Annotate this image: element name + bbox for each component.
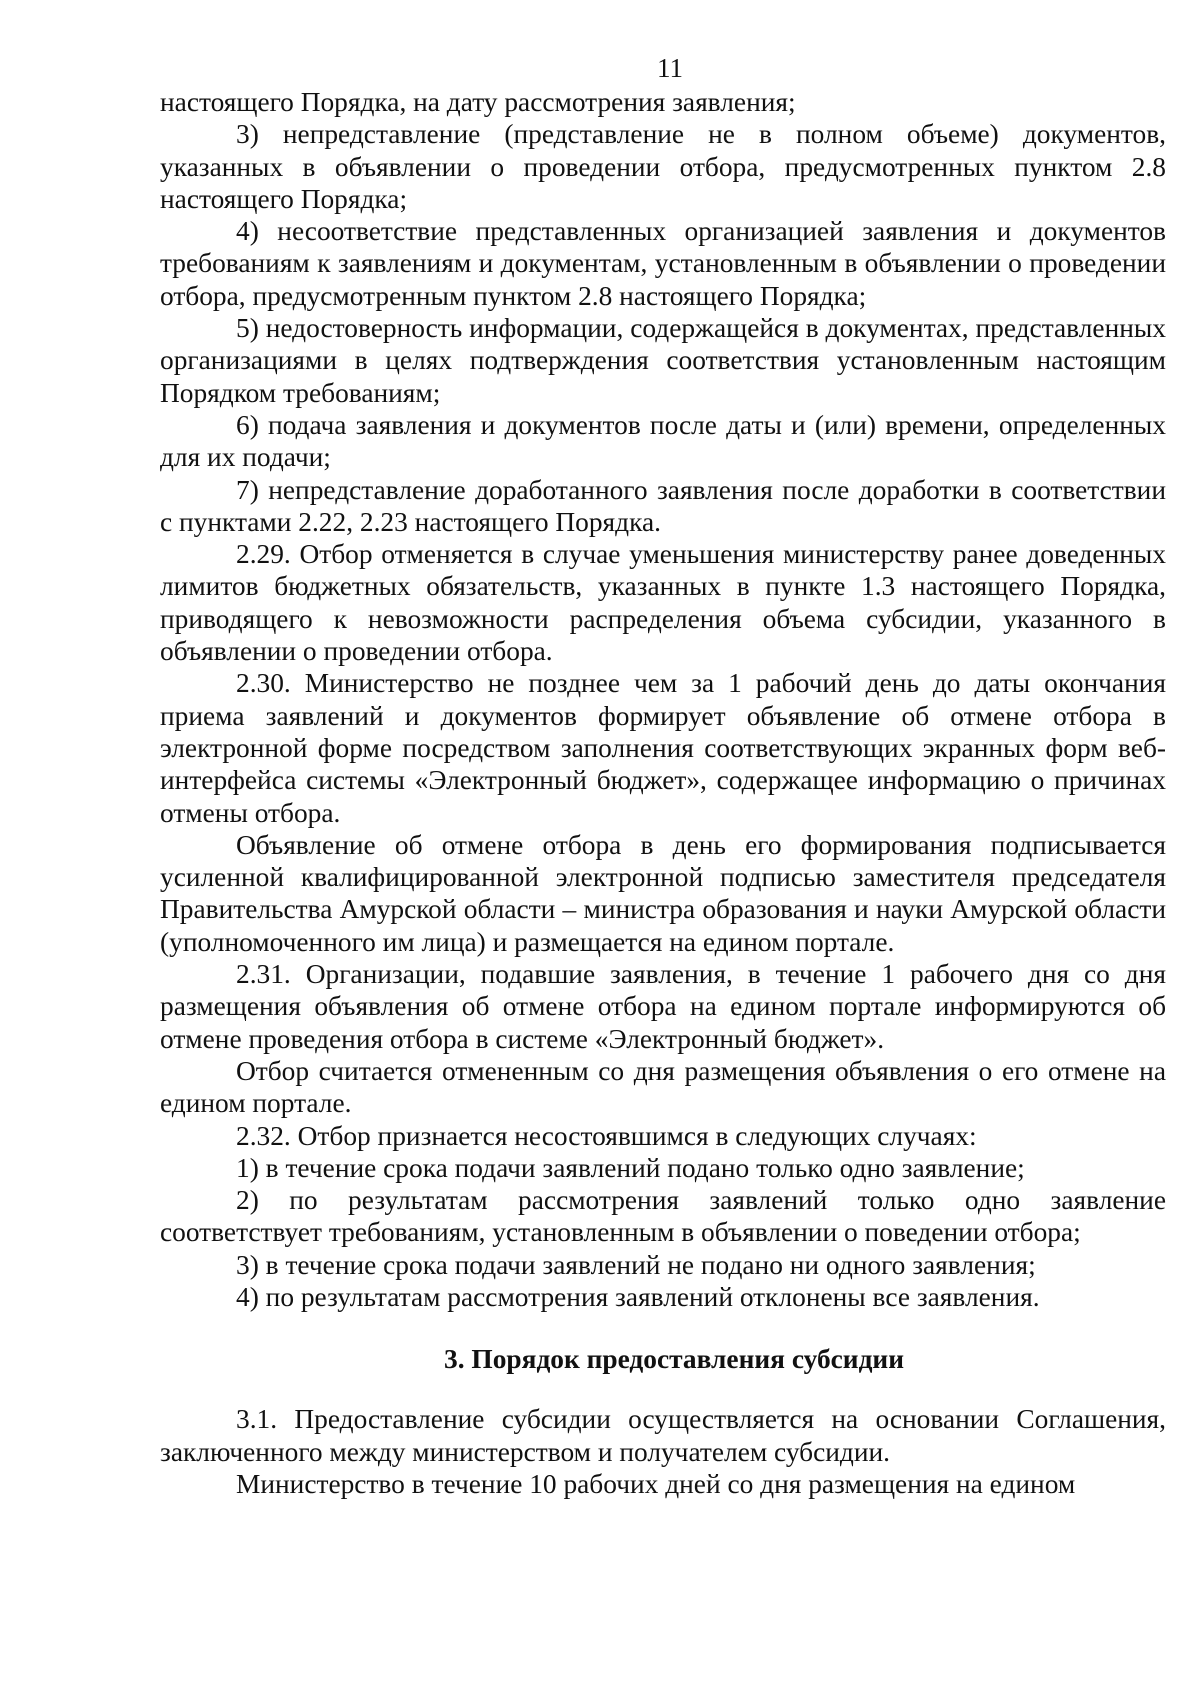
paragraph-item-7: 7) непредставление доработанного заявления после доработки в соответствии с пунктами 2.22, 2.23 настоящего Порядка.	[160, 474, 1166, 537]
paragraph-item-4: 4) несоответствие представленных организацией заявления и документов требованиям к заявлениям и документам, установленным в объявлении о проведении отбора, предусмотренным пунктом 2.8 настоящего Порядка;	[160, 216, 1166, 311]
paragraph-clause-3-1: 3.1. Предоставление субсидии осуществляется на основании Соглашения, заключенного между министерством и получателем субсидии.	[160, 1404, 1166, 1467]
paragraph-case-1: 1) в течение срока подачи заявлений подано только одно заявление;	[236, 1152, 1025, 1183]
page-number: 11	[657, 53, 683, 83]
paragraph-clause-2-30: 2.30. Министерство не позднее чем за 1 рабочий день до даты окончания приема заявлений и документов формирует объявление об отмене отбора в электронной форме посредством заполнения соответствующих экранных форм веб-интерфейса системы «Электронный бюджет», содержащее информацию о причинах отмены отбора.	[160, 668, 1166, 828]
paragraph-selection-cancelled: Отбор считается отмененным со дня размещения объявления о его отмене на едином портале.	[160, 1055, 1166, 1119]
paragraph-clause-2-31: 2.31. Организации, подавшие заявления, в течение 1 рабочего дня со дня размещения объявления об отмене отбора на едином портале информируются об отмене проведения отбора в системе «Электронный бюджет».	[160, 959, 1166, 1054]
paragraph-case-3: 3) в течение срока подачи заявлений не подано ни одного заявления;	[236, 1249, 1036, 1280]
paragraph-item-6: 6) подача заявления и документов после даты и (или) времени, определенных для их подачи;	[160, 409, 1166, 473]
section-heading: 3. Порядок предоставления субсидии	[444, 1344, 904, 1375]
document-page	[160, 52, 1166, 1500]
paragraph-case-2: 2) по результатам рассмотрения заявлений только одно заявление соответствует требованиям, установленным в объявлении о поведении отбора;	[160, 1185, 1166, 1248]
paragraph-continuation: настоящего Порядка, на дату рассмотрения заявления;	[160, 87, 796, 117]
paragraph-announcement-signing: Объявление об отмене отбора в день его формирования подписывается усиленной квалифицированной электронной подписью заместителя председателя Правительства Амурской области – министра образования и науки Амурской области (уполномоченного им лица) и размещается на едином портале.	[160, 829, 1166, 957]
paragraph-clause-2-32: 2.32. Отбор признается несостоявшимся в следующих случаях:	[236, 1120, 977, 1151]
paragraph-clause-2-29: 2.29. Отбор отменяется в случае уменьшения министерству ранее доведенных лимитов бюджетных обязательств, указанных в пункте 1.3 настоящего Порядка, приводящего к невозможности распределения объема субсидии, указанного в объявлении о проведении отбора.	[160, 539, 1166, 667]
paragraph-item-3: 3) непредставление (представление не в полном объеме) документов, указанных в объявлении о проведении отбора, предусмотренных пунктом 2.8 настоящего Порядка;	[160, 119, 1166, 214]
paragraph-case-4: 4) по результатам рассмотрения заявлений отклонены все заявления.	[236, 1281, 1040, 1312]
paragraph-item-5: 5) недостоверность информации, содержащейся в документах, представленных организациями в целях подтверждения соответствия установленным настоящим Порядком требованиям;	[160, 313, 1166, 408]
paragraph-ministry-deadline: Министерство в течение 10 рабочих дней со дня размещения на едином	[236, 1468, 1076, 1499]
